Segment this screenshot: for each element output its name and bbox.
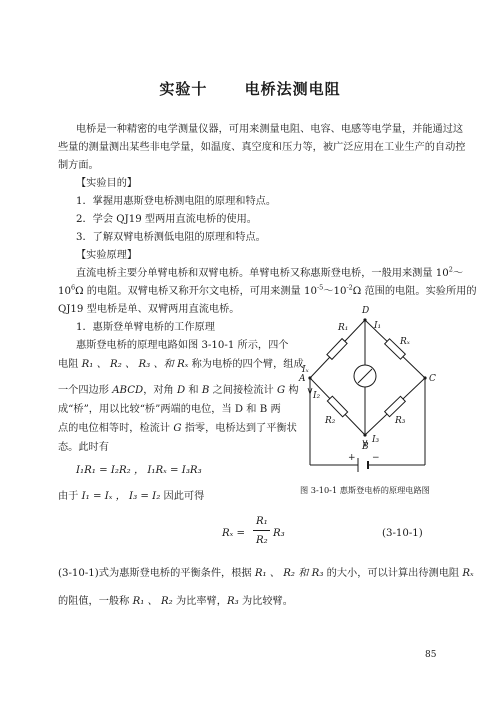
text-line: 电阻 R₁ 、 R₂ 、 R₃ 、和 Rₓ 称为电桥的四个臂，组成 (58, 359, 304, 370)
text-line: 点的电位相等时，检流计 G 指零，电桥达到了平衡状 (58, 423, 297, 434)
battery-minus-label: − (372, 453, 380, 463)
page-title: 实验十 电桥法测电阻 (159, 80, 341, 98)
subsection-heading: 1．惠斯登单臂电桥的工作原理 (76, 322, 215, 333)
text-line: 态。此时有 (58, 442, 109, 453)
intro-line-1: 电桥是一种精密的电学测量仪器，可用来测量电阻、电容、电感等电学量，并能通过这 (76, 124, 464, 135)
text-line: 由于 I₁ = Iₓ ， I₃ = I₂ 因此可得 (58, 491, 205, 502)
current-label-i3: I₃ (372, 435, 380, 445)
principle-heading: 【实验原理】 (76, 250, 138, 261)
objective-item: 2．学会 QJ19 型两用直流电桥的使用。 (76, 214, 257, 225)
intro-line-2: 些量的测量测出某些非电学量，如温度、真空度和压力等，被广泛应用在工业生产的自动控 (58, 142, 466, 153)
principle-para-line-1: 直流电桥主要分单臂电桥和双臂电桥。单臂电桥又称惠斯登电桥，一般用来测量 $10^2\sim$ (76, 265, 464, 279)
wheatstone-bridge-diagram (290, 300, 450, 480)
intro-line-3: 制方面。 (58, 160, 99, 171)
formula-number: (3-10-1) (382, 528, 423, 539)
current-label-ix: Iₓ (302, 365, 309, 375)
objective-item: 1．掌握用惠斯登电桥测电阻的原理和特点。 (76, 196, 277, 207)
resistor-label-r2: R₂ (325, 416, 336, 426)
node-label-a: A (299, 374, 306, 384)
formula-numerator: R₁ (256, 516, 268, 527)
formula-tail: R₃ (273, 528, 285, 539)
text-line: 成“桥”，用以比较“桥”两端的电位，当 D 和 B 两 (58, 404, 281, 415)
resistor-label-r3: R₃ (395, 416, 406, 426)
text-line: 一个四边形 ABCD，对角 D 和 B 之间接检流计 G 构 (58, 385, 299, 396)
formula-lhs: Rₓ = (222, 528, 246, 539)
text-line: 惠斯登电桥的原理电路如图 3-10-1 所示，四个 (76, 340, 289, 351)
formula-denominator: R₂ (256, 535, 268, 546)
text-line: (3-10-1)式为惠斯登电桥的平衡条件，根据 R₁ 、 R₂ 和 R₃ 的大小，可以计算出待测电阻 Rₓ (58, 568, 474, 579)
resistor-label-r1: R₁ (338, 323, 349, 333)
battery-icon (358, 458, 368, 472)
resistor-r2 (327, 396, 347, 417)
resistor-r3 (385, 396, 406, 416)
balance-equations: I₁R₁ = I₂R₂ ， I₁Rₓ = I₃R₃ (76, 465, 202, 476)
text-line: 的阻值，一般称 R₁ 、 R₂ 为比率臂，R₃ 为比较臂。 (58, 596, 293, 607)
resistor-label-rx: Rₓ (400, 337, 410, 347)
objective-item: 3．了解双臂电桥测低电阻的原理和特点。 (76, 232, 266, 243)
fraction-bar (253, 530, 270, 531)
battery-plus-label: + (348, 453, 356, 463)
node-label-d: D (362, 306, 370, 316)
principle-para-line-2: $10^6\Omega$ 的电阻。双臂电桥又称开尔文电桥，可用来测量 $10^{-5}\sim 10^{-2}\Omega$ 范围的电阻。实验所用的 (58, 283, 477, 297)
principle-para-line-3: QJ19 型电桥是单、双臂两用直流电桥。 (58, 304, 240, 315)
figure-caption: 图 3-10-1 惠斯登电桥的原理电路图 (300, 485, 430, 495)
current-label-i2: I₂ (313, 391, 321, 401)
node-label-b: B (362, 442, 369, 452)
page-number: 85 (425, 650, 437, 660)
current-label-i1: I₁ (374, 321, 382, 331)
objectives-heading: 【实验目的】 (76, 178, 138, 189)
resistor-r1 (327, 339, 347, 360)
node-label-c: C (429, 374, 436, 384)
